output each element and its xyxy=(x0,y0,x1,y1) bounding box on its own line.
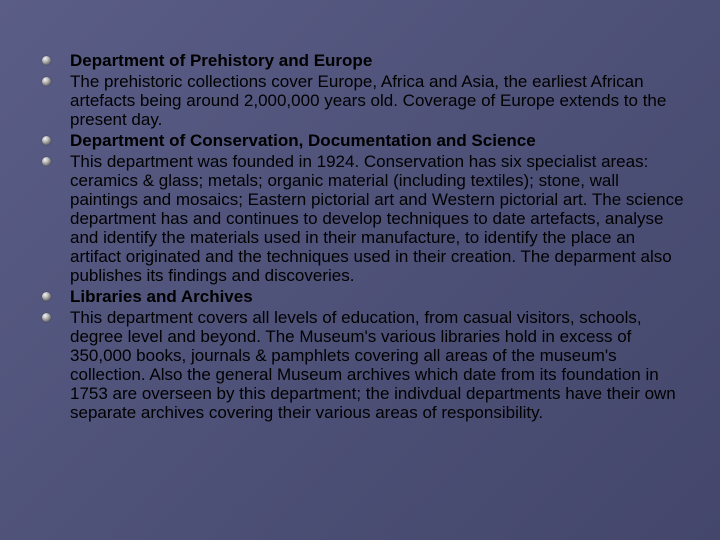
section-body-prehistory xyxy=(40,72,690,129)
bullet-icon xyxy=(42,77,51,86)
bullet-icon xyxy=(42,292,51,301)
bullet-text: The prehistoric collections cover Europe, Africa and Asia, the earliest African artefacts being around 2,000,000 years old. Coverage of Europe extends to the present day. xyxy=(70,72,667,129)
bullet-icon xyxy=(42,157,51,166)
section-heading-conservation xyxy=(40,131,690,150)
section-heading-libraries xyxy=(40,287,690,306)
bullet-list xyxy=(40,51,690,424)
bullet-text: Libraries and Archives xyxy=(70,287,253,306)
section-body-libraries xyxy=(40,308,690,422)
section-heading-prehistory xyxy=(40,51,690,70)
bullet-icon xyxy=(42,313,51,322)
bullet-text: This department covers all levels of education, from casual visitors, schools, degree level and beyond. The Museum's various libraries hold in excess of 350,000 books, journals & pamphlets covering all areas of the museum's collection. Also the general Museum archives which date from its foundation in 1753 are overseen by this department; the indivdual departments have their own separate archives covering their various areas of responsibility. xyxy=(70,308,676,422)
section-body-conservation xyxy=(40,152,690,285)
bullet-icon xyxy=(42,56,51,65)
bullet-text: Department of Conservation, Documentation and Science xyxy=(70,131,536,150)
bullet-text: This department was founded in 1924. Conservation has six specialist areas: ceramics & glass; metals; organic material (including textiles); stone, wall paintings and mosaics; Eastern pictorial art and Western pictorial art. The science department has and continues to develop techniques to date artefacts, analyse and identify the materials used in their manufacture, to identify the place an artifact originated and the techniques used in their creation. The deparment also publishes its findings and discoveries. xyxy=(70,152,684,285)
bullet-icon xyxy=(42,136,51,145)
bullet-text: Department of Prehistory and Europe xyxy=(70,51,373,70)
